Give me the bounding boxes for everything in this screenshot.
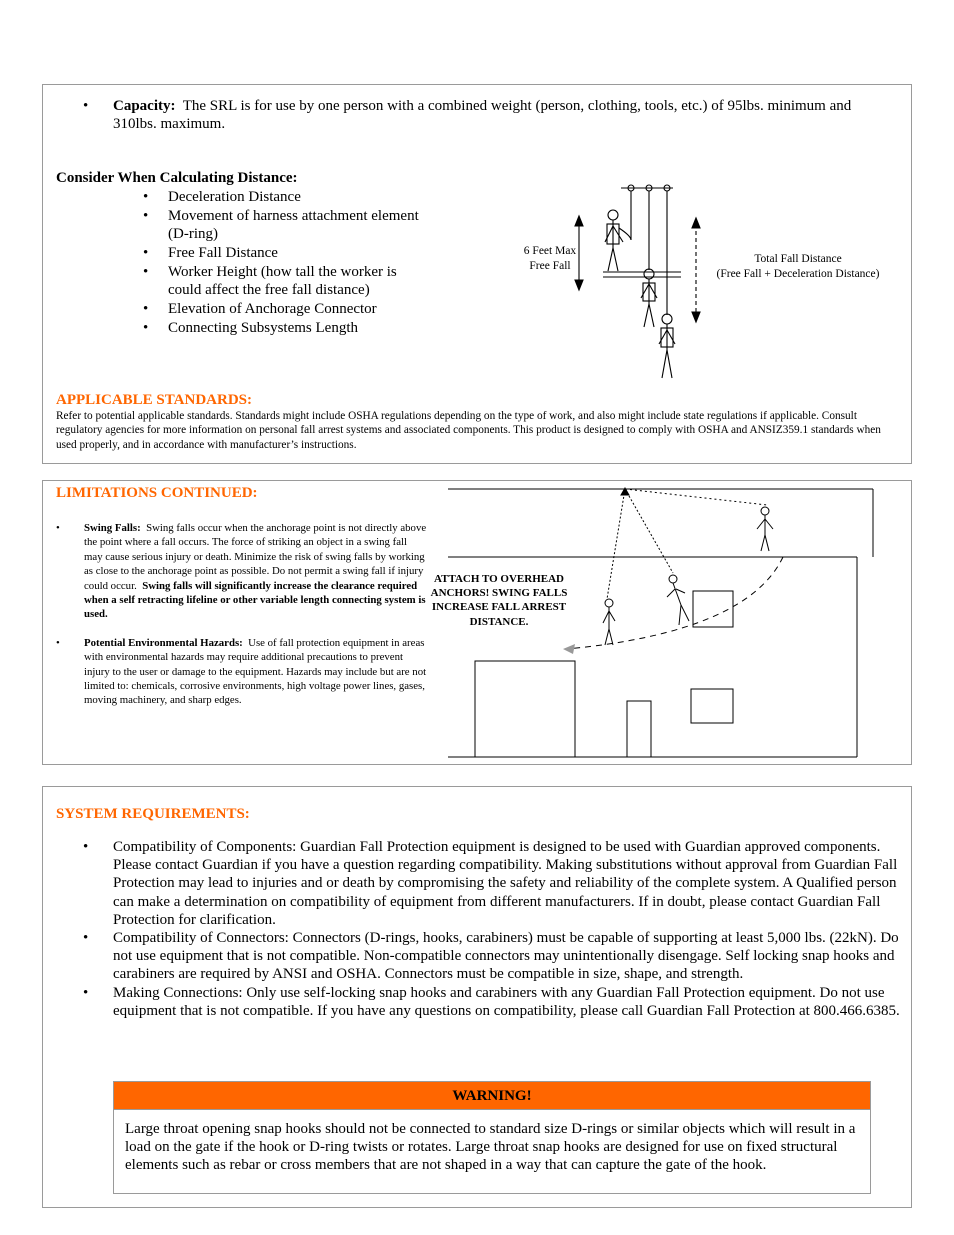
total-fall-label-line2: (Free Fall + Deceleration Distance) — [716, 268, 880, 280]
system-requirements-heading: SYSTEM REQUIREMENTS: — [56, 806, 250, 822]
list-item: • Deceleration Distance — [140, 188, 420, 206]
warning-text: Large throat opening snap hooks should not be connected to standard size D-rings or similar objects which will result in a load on the gate if the hook or D-ring twists or rotates. Large throat snap hooks are designed for use on fixed structural elements such as rebar or cross members that are not shaped in a way that can capture the gate of the hook. — [125, 1121, 856, 1174]
swing-falls-label: Swing Falls: — [84, 522, 141, 534]
list-item: • Movement of harness attachment element (D-ring) — [140, 207, 420, 243]
bullet-glyph: • — [83, 98, 89, 114]
list-item-swing-falls — [56, 521, 428, 622]
free-fall-label-line2: Free Fall — [529, 260, 571, 272]
swing-falls-bold-text: Swing falls will significantly increase the clearance required when a self retracting lifeline or other variable length connecting system is used. — [84, 579, 426, 621]
capacity-text: The SRL is for use by one person with a combined weight (person, clothing, tools, etc.) of 95lbs. minimum and 310lbs. maximum. — [113, 98, 852, 132]
capacity-distance-panel — [42, 84, 912, 464]
total-fall-label — [703, 252, 893, 282]
list-item: • Compatibility of Connectors: Connectors (D-rings, hooks, carabiners) must be capable of supporting at least 5,000 lbs. (22kN). Do not use equipment that is not compatible. Non-compatible connectors may unintentionally disengage. Self locking snap hooks and carabiners are required by ANSI and OSHA. Connectors must be compatible in size, shape, and strength. — [83, 929, 901, 984]
list-item: • Elevation of Anchorage Connector — [140, 300, 420, 318]
list-item: • Compatibility of Components: Guardian Fall Protection equipment is designed to be used with Guardian approved components. Please contact Guardian if you have a question regarding compatibility. Making substitutions without approval from Guardian Fall Protection may lead to injuries and or death by compromising the safety and reliability of the complete system. A Qualified person can make a determination on compatibility of equipment from different manufacturers. If in doubt, please contact Guardian Fall Protection for clarification. — [83, 838, 901, 929]
distance-heading: Consider When Calculating Distance: — [56, 170, 298, 186]
list-item: • Worker Height (how tall the worker is could affect the free fall distance) — [140, 263, 420, 299]
warning-title: WARNING! — [114, 1082, 870, 1110]
hazards-label: Potential Environmental Hazards: — [84, 636, 243, 649]
list-item: • Free Fall Distance — [140, 244, 420, 262]
free-fall-label — [495, 244, 605, 274]
system-requirements-list — [83, 838, 901, 1020]
limitations-panel — [42, 480, 912, 765]
standards-heading: APPLICABLE STANDARDS: — [56, 392, 252, 408]
capacity-bullet — [83, 97, 883, 133]
capacity-label: Capacity: — [113, 98, 176, 114]
list-item: • Connecting Subsystems Length — [140, 319, 420, 337]
capacity-text-block — [83, 97, 883, 133]
swing-falls-text: Swing falls occur when the anchorage point is not directly above the point where a fall occurs. The force of striking an object in a swing fall may cause serious injury or death. Minimize the risk of swing falls by working as close to the anchorage point as possible. Do not permit a swing fall if injury could occur. — [84, 522, 427, 592]
system-requirements-panel — [42, 786, 912, 1208]
limitations-list — [56, 521, 428, 722]
limitations-heading: LIMITATIONS CONTINUED: — [56, 485, 258, 501]
distance-list — [140, 188, 420, 338]
warning-box — [113, 1081, 871, 1194]
list-item-environmental-hazards — [56, 636, 428, 708]
fall-distance-figure — [563, 180, 743, 385]
hazards-text: Use of fall protection equipment in areas with environmental hazards may require additional precautions to prevent injury to the user or damage to the equipment. Hazards may include but are not limited to: chemicals, corrosive environments, high voltage power lines, gases, moving machinery, and sharp edges. — [84, 636, 427, 707]
total-fall-label-line1: Total Fall Distance — [754, 253, 842, 265]
standards-text: Refer to potential applicable standards. Standards might include OSHA regulations depending on the type of work, and also might include state regulations if applicable. Consult regulatory agencies for more information on personal fall arrest systems and associated components. This product is designed to comply with OSHA and ANSIZ359.1 standards when used properly, and in accordance with manufacturer’s instructions. — [56, 410, 881, 451]
swing-fall-figure-note: ATTACH TO OVERHEAD ANCHORS! SWING FALLS INCREASE FALL ARREST DISTANCE. — [430, 573, 568, 628]
free-fall-label-line1: 6 Feet Max — [523, 245, 577, 257]
list-item: • Making Connections: Only use self-locking snap hooks and carabiners with any Guardian Fall Protection equipment. Do not use equipment that is not compatible. If you have any questions on compatibility, please call Guardian Fall Protection at 800.466.6385. — [83, 984, 901, 1020]
